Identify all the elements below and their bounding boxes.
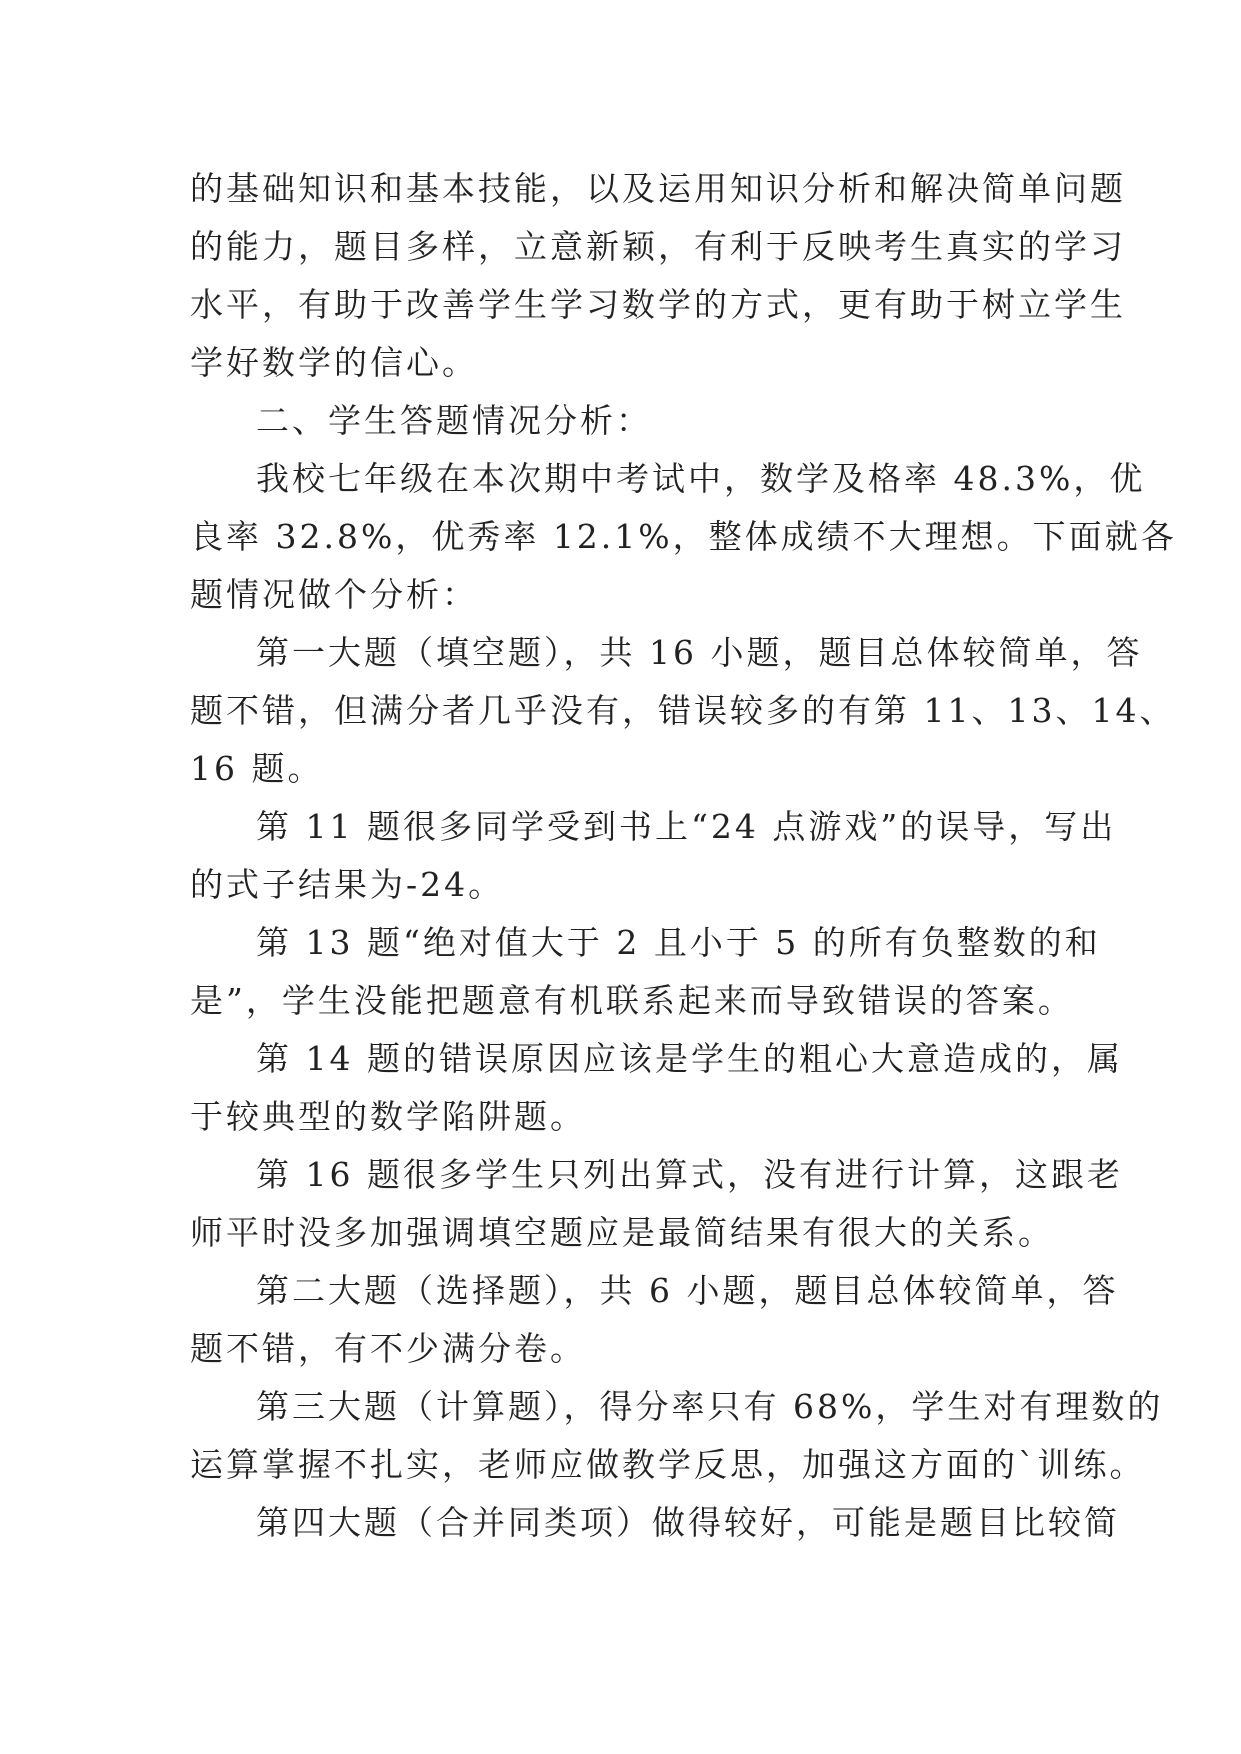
paragraph-part-three: [190, 1378, 1164, 1494]
text-line: 的基础知识和基本技能，以及运用知识分析和解决简单问题: [190, 169, 1126, 208]
text-line: 我校七年级在本次期中考试中，数学及格率 48.3%，优: [256, 459, 1146, 498]
paragraph-intro-continued: [190, 160, 1126, 392]
text-line: 于较典型的数学陷阱题。: [190, 1097, 586, 1136]
text-line: 第 11 题很多同学受到书上“24 点游戏”的误导，写出: [256, 807, 1117, 846]
text-line: 是”，学生没能把题意有机联系起来而导致错误的答案。: [190, 981, 1074, 1020]
text-line: 运算掌握不扎实，老师应做教学反思，加强这方面的`训练。: [190, 1445, 1146, 1484]
text-line: 题不错，但满分者几乎没有，错误较多的有第 11、13、14、: [190, 691, 1176, 730]
text-line: 第 14 题的错误原因应该是学生的粗心大意造成的，属: [256, 1039, 1123, 1078]
text-line: 第三大题（计算题），得分率只有 68%，学生对有理数的: [256, 1387, 1164, 1426]
section-heading-answer-analysis: [190, 392, 1070, 450]
text-line: 师平时没多加强调填空题应是最简结果有很大的关系。: [190, 1213, 1054, 1252]
paragraph-part-four: [190, 1494, 1120, 1552]
paragraph-part-two: [190, 1262, 1119, 1378]
paragraph-part-one: [190, 624, 1176, 798]
text-line: 第四大题（合并同类项）做得较好，可能是题目比较简: [256, 1503, 1120, 1542]
text-line: 第一大题（填空题），共 16 小题，题目总体较简单，答: [256, 633, 1143, 672]
paragraph-question-14: [190, 1030, 1123, 1146]
text-line: 第 13 题“绝对值大于 2 且小于 5 的所有负整数的和: [256, 923, 1101, 962]
text-line: 学好数学的信心。: [190, 343, 478, 382]
text-line: 第二大题（选择题），共 6 小题，题目总体较简单，答: [256, 1271, 1119, 1310]
text-line: 16 题。: [190, 749, 324, 788]
document-body: [190, 160, 1177, 1552]
paragraph-question-11: [190, 798, 1117, 914]
text-line: 良率 32.8%，优秀率 12.1%，整体成绩不大理想。下面就各: [190, 517, 1177, 556]
paragraph-question-13: [190, 914, 1101, 1030]
text-line: 第 16 题很多学生只列出算式，没有进行计算，这跟老: [256, 1155, 1123, 1194]
section-heading: 二、学生答题情况分析：: [256, 401, 652, 440]
text-line: 题情况做个分析：: [190, 575, 478, 614]
paragraph-overall-results: [190, 450, 1177, 624]
text-line: 的能力，题目多样，立意新颖，有利于反映考生真实的学习: [190, 227, 1126, 266]
paragraph-question-16: [190, 1146, 1123, 1262]
text-line: 的式子结果为-24。: [190, 865, 505, 904]
text-line: 水平，有助于改善学生学习数学的方式，更有助于树立学生: [190, 285, 1126, 324]
text-line: 题不错，有不少满分卷。: [190, 1329, 586, 1368]
